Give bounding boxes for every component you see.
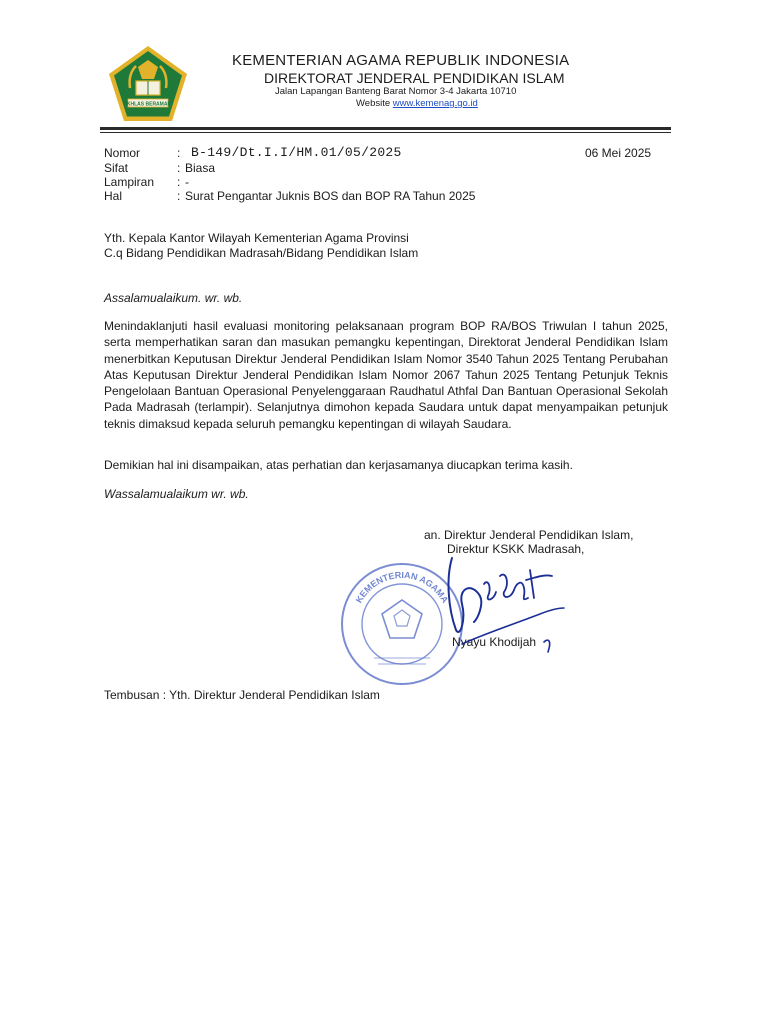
website-label: Website: [356, 98, 391, 109]
kemenag-logo: [106, 44, 190, 124]
recipient-line-1: Yth. Kepala Kantor Wilayah Kementerian Agama Provinsi: [104, 231, 409, 245]
nomor-label: Nomor: [104, 146, 141, 160]
body-paragraph: Menindaklanjuti hasil evaluasi monitoring pelaksanaan program BOP RA/BOS Triwulan I tahun 2025, serta memperhatikan saran dan masukan pemangku kepentingan, Direktorat Jenderal Pendidikan Islam menerbitkan Keputusan Direktur Jenderal Pendidikan Islam Nomor 3540 Tahun 2025 Tentang Perubahan Atas Keputusan Direktur Jenderal Pendidikan Islam Nomor 2067 Tahun 2025 Tentang Petunjuk Teknis Pengelolaan Bantuan Operasional Penyelenggaraan Raudhatul Athfal Dan Bantuan Operasional Sekolah Pada Madrasah (terlampir). Selanjutnya dimohon kepada Saudara untuk dapat menyampaikan petunjuk teknis dimaksud kepada seluruh pemangku kepentingan di wilayah Saudara.: [104, 319, 668, 431]
ministry-name: KEMENTERIAN AGAMA REPUBLIK INDONESIA: [232, 52, 570, 69]
handwritten-signature: [444, 548, 568, 660]
website-link[interactable]: www.kemenag.go.id: [392, 98, 478, 109]
recipient-line-2: C.q Bidang Pendidikan Madrasah/Bidang Pendidikan Islam: [104, 246, 419, 260]
logo-motto: IKHLAS BERAMAL: [125, 101, 171, 108]
sifat-colon: :: [177, 161, 181, 175]
hal-colon: :: [177, 189, 181, 203]
sifat-value: Biasa: [185, 161, 216, 175]
directorate-name: DIREKTORAT JENDERAL PENDIDIKAN ISLAM: [264, 70, 565, 86]
sifat-label: Sifat: [104, 161, 129, 175]
closing-salutation: Wassalamualaikum wr. wb.: [104, 487, 249, 501]
signature-title-2: Direktur KSKK Madrasah,: [447, 542, 585, 556]
carbon-copy: Tembusan : Yth. Direktur Jenderal Pendidikan Islam: [104, 688, 380, 702]
hal-value: Surat Pengantar Juknis BOS dan BOP RA Tahun 2025: [185, 189, 476, 203]
stamp-text: KEMENTERIAN AGAMA: [353, 569, 451, 605]
lampiran-label: Lampiran: [104, 175, 155, 189]
signer-name: Nyayu Khodijah: [452, 635, 537, 649]
letterhead-rule-thick: [100, 127, 671, 130]
signature-title-1: an. Direktur Jenderal Pendidikan Islam,: [424, 528, 634, 542]
website-line: [356, 98, 478, 109]
hal-label: Hal: [104, 189, 123, 203]
lampiran-colon: :: [177, 175, 181, 189]
nomor-colon: :: [177, 146, 181, 160]
lampiran-value: -: [185, 175, 189, 189]
nomor-value: B-149/Dt.I.I/HM.01/05/2025: [191, 145, 402, 160]
address-line: Jalan Lapangan Banteng Barat Nomor 3-4 Jakarta 10710: [275, 86, 517, 97]
greeting: Assalamualaikum. wr. wb.: [104, 291, 243, 305]
closing-paragraph: Demikian hal ini disampaikan, atas perhatian dan kerjasamanya diucapkan terima kasih.: [104, 458, 573, 472]
letterhead-rule-thin: [100, 132, 671, 133]
letter-date: 06 Mei 2025: [585, 146, 652, 160]
